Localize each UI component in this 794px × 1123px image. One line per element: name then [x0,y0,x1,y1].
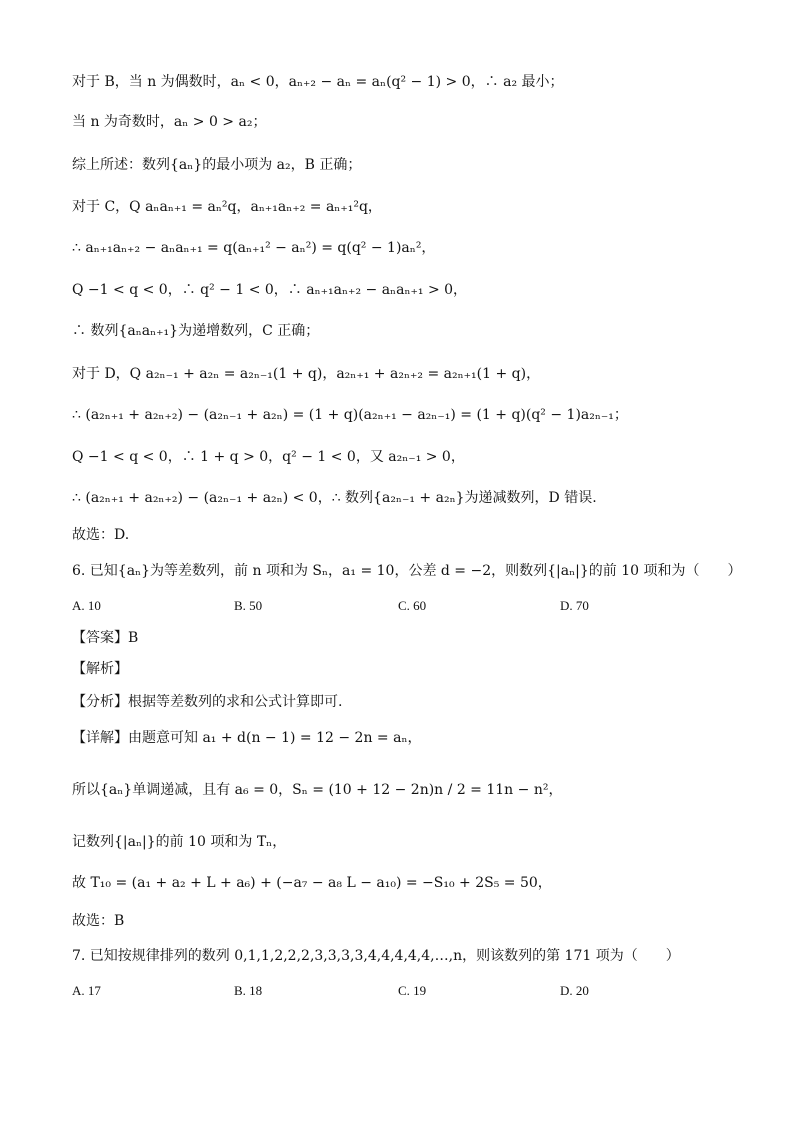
q6-choice-d: D. 70 [560,598,589,613]
q6-detail-5: 故选：B [72,913,125,929]
q6-choice-a: A. 10 [72,598,101,613]
q6-detail-4: 故 T₁₀ = (a₁ + a₂ + L + a₆) + (−a₇ − a₈ L − a₁₀) = −S₁₀ + 2S₅ = 50， [72,875,552,891]
line-d1: 对于 D，Q a₂ₙ₋₁ + a₂ₙ = a₂ₙ₋₁(1 + q)，a₂ₙ₊₁ + a₂ₙ₊₂ = a₂ₙ₊₁(1 + q)， [72,366,541,382]
line-c1: 对于 C，Q aₙaₙ₊₁ = aₙ²q，aₙ₊₁aₙ₊₂ = aₙ₊₁²q， [72,199,382,215]
q6-detail-2: 所以{aₙ}单调递减，且有 a₆ = 0，Sₙ = (10 + 12 − 2n)n / 2 = 11n − n²， [72,782,563,798]
q6-fenxi: 【分析】根据等差数列的求和公式计算即可. [72,694,343,710]
q7-stem: 7. 已知按规律排列的数列 0,1,1,2,2,2,3,3,3,3,4,4,4,4,4,…,n，则该数列的第 171 项为（ ） [72,948,680,964]
line-d4: ∴ (a₂ₙ₊₁ + a₂ₙ₊₂) − (a₂ₙ₋₁ + a₂ₙ) < 0，∴ 数列{a₂ₙ₋₁ + a₂ₙ}为递减数列，D 错误. [72,490,597,506]
q6-detail-1: 【详解】由题意可知 a₁ + d(n − 1) = 12 − 2n = aₙ， [72,730,422,746]
q7-choice-a: A. 17 [72,983,101,998]
line-b3: 综上所述：数列{aₙ}的最小项为 a₂，B 正确； [72,157,362,173]
line-d5: 故选：D. [72,527,130,543]
line-d3: Q −1 < q < 0，∴ 1 + q > 0，q² − 1 < 0，又 a₂ₙ₋₁ > 0， [72,449,465,465]
q6-stem: 6. 已知{aₙ}为等差数列，前 n 项和为 Sₙ，a₁ = 10，公差 d = −2，则数列{|aₙ|}的前 10 项和为（ ） [72,563,742,579]
q6-detail-3: 记数列{|aₙ|}的前 10 项和为 Tₙ， [72,834,287,850]
q6-choice-b: B. 50 [234,598,263,613]
line-c2: ∴ aₙ₊₁aₙ₊₂ − aₙaₙ₊₁ = q(aₙ₊₁² − aₙ²) = q(q² − 1)aₙ²， [72,240,436,256]
q6-answer: 【答案】B [72,630,139,646]
q7-choice-d: D. 20 [560,983,589,998]
q7-choice-c: C. 19 [398,983,427,998]
line-b1: 对于 B，当 n 为偶数时，aₙ < 0，aₙ₊₂ − aₙ = aₙ(q² − 1) > 0，∴ a₂ 最小； [72,74,564,90]
line-d2: ∴ (a₂ₙ₊₁ + a₂ₙ₊₂) − (a₂ₙ₋₁ + a₂ₙ) = (1 + q)(a₂ₙ₊₁ − a₂ₙ₋₁) = (1 + q)(q² − 1)a₂ₙ₋₁； [72,407,628,423]
q7-choice-b: B. 18 [234,983,263,998]
q6-analysis-tag: 【解析】 [72,661,128,677]
line-c3: Q −1 < q < 0，∴ q² − 1 < 0，∴ aₙ₊₁aₙ₊₂ − aₙaₙ₊₁ > 0， [72,282,468,298]
line-b2: 当 n 为奇数时，aₙ > 0 > a₂； [72,114,267,130]
line-c4: ∴ 数列{aₙaₙ₊₁}为递增数列，C 正确； [72,323,320,339]
q6-choice-c: C. 60 [398,598,427,613]
